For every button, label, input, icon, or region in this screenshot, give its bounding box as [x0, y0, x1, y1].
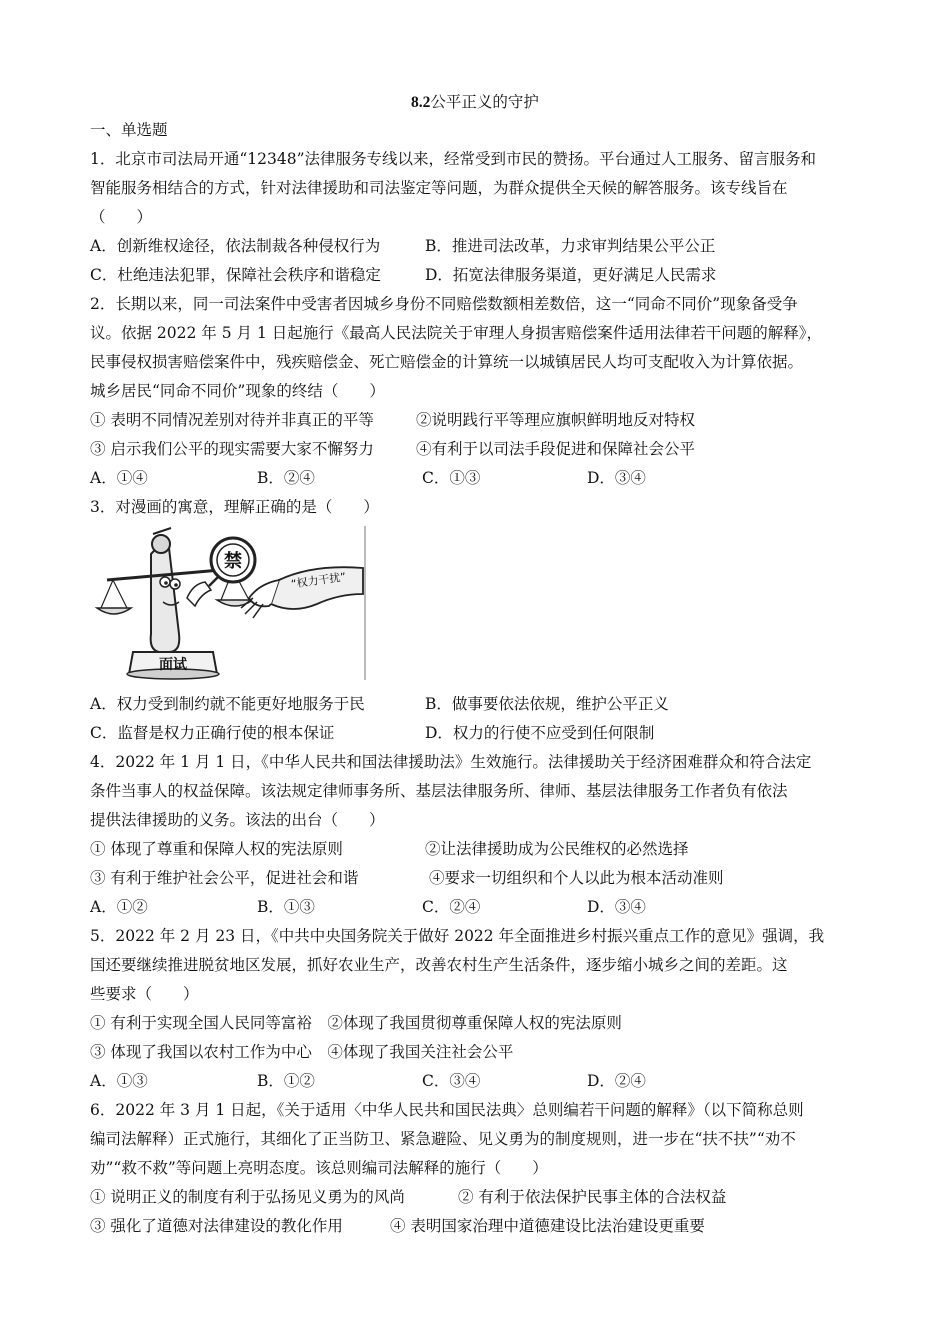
- q5-line-1: 5．2022 年 2 月 23 日，《中共中央国务院关于做好 2022 年全面推进乡村振兴重点工作的意见》强调，我: [90, 927, 825, 945]
- q6-statement-2: ② 有利于依法保护民事主体的合法权益: [458, 1188, 727, 1206]
- q2-option-b: B．②④: [257, 469, 315, 487]
- q1-line-1: 1．北京市司法局开通“12348”法律服务专线以来，经常受到市民的赞扬。平台通过人工服务、留言服务和: [90, 150, 817, 168]
- q2-statement-2: ②说明践行平等理应旗帜鲜明地反对特权: [416, 411, 696, 429]
- q5-statements-1-2: ① 有利于实现全国人民同等富裕 ②体现了我国贯彻尊重保障人权的宪法原则: [90, 1014, 622, 1032]
- q6-statement-3: ③ 强化了道德对法律建设的教化作用: [90, 1217, 343, 1235]
- q2-line-3: 民事侵权损害赔偿案件中，残疾赔偿金、死亡赔偿金的计算统一以城镇居民人均可支配收入为计算依据。: [90, 353, 804, 371]
- q2-line-1: 2．长期以来，同一司法案件中受害者因城乡身份不同赔偿数额相差数倍，这一“同命不同价”现象备受争: [90, 295, 798, 313]
- q6-line-2: 编司法解释）正式施行，其细化了正当防卫、紧急避险、见义勇为的制度规则，进一步在“扶不扶”“劝不: [90, 1130, 796, 1148]
- q5-statements-3-4: ③ 体现了我国以农村工作为中心 ④体现了我国关注社会公平: [90, 1043, 514, 1061]
- q6-line-3: 劝”“救不救”等问题上亮明态度。该总则编司法解释的施行（ ）: [90, 1159, 548, 1177]
- q4-option-a: A．①②: [90, 898, 148, 916]
- cartoon-forbid-sign: 禁: [224, 551, 242, 572]
- q5-option-a: A．①③: [90, 1072, 148, 1090]
- q3-line-1: 3．对漫画的寓意，理解正确的是（ ）: [90, 498, 379, 516]
- title-number: 8.2: [411, 94, 431, 111]
- q3-option-a: A．权力受到制约就不能更好地服务于民: [90, 695, 365, 713]
- q1-line-3: （ ）: [90, 208, 153, 226]
- cartoon-hand-label: “权力干扰”: [290, 570, 347, 591]
- q4-line-2: 条件当事人的权益保障。该法规定律师事务所、基层法律服务所、律师、基层法律服务工作者负有依法: [90, 782, 788, 800]
- q2-statement-4: ④有利于以司法手段促进和保障社会公平: [416, 440, 696, 458]
- page-title: [0, 92, 950, 113]
- q2-option-c: C．①③: [422, 469, 481, 487]
- q2-option-d: D．③④: [587, 469, 646, 487]
- q5-line-3: 些要求（ ）: [90, 985, 199, 1003]
- q4-line-1: 4．2022 年 1 月 1 日，《中华人民共和国法律援助法》生效施行。法律援助关于经济困难群众和符合法定: [90, 753, 812, 771]
- cartoon-base-label: 面试: [159, 657, 187, 673]
- q1-option-d: D．拓宽法律服务渠道，更好满足人民需求: [425, 266, 717, 284]
- q2-statement-3: ③ 启示我们公平的现实需要大家不懈努力: [90, 440, 374, 458]
- q2-line-4: 城乡居民“同命不同价”现象的终结（ ）: [90, 382, 385, 400]
- q6-statement-4: ④ 表明国家治理中道德建设比法治建设更重要: [390, 1217, 705, 1235]
- q4-statement-1: ① 体现了尊重和保障人权的宪法原则: [90, 840, 343, 858]
- q4-statement-2: ②让法律援助成为公民维权的必然选择: [425, 840, 689, 858]
- q5-option-b: B．①②: [257, 1072, 315, 1090]
- q5-option-c: C．③④: [422, 1072, 481, 1090]
- q5-option-d: D．②④: [587, 1072, 646, 1090]
- q2-option-a: A．①④: [90, 469, 148, 487]
- q3-option-c: C．监督是权力正确行使的根本保证: [90, 724, 335, 742]
- q1-line-2: 智能服务相结合的方式，针对法律援助和司法鉴定等问题，为群众提供全天候的解答服务。该专线旨在: [90, 179, 788, 197]
- cartoon-illustration: [93, 524, 368, 682]
- q4-statement-4: ④要求一切组织和个人以此为根本活动准则: [429, 869, 724, 887]
- q2-line-2: 议。依据 2022 年 5 月 1 日起施行《最高人民法院关于审理人身损害赔偿案件适用法律若干问题的解释》，: [90, 324, 822, 342]
- q3-option-d: D．权力的行使不应受到任何限制: [425, 724, 655, 742]
- q6-statement-1: ① 说明正义的制度有利于弘扬见义勇为的风尚: [90, 1188, 405, 1206]
- q4-line-3: 提供法律援助的义务。该法的出台（ ）: [90, 811, 385, 829]
- q3-option-b: B．做事要依法依规，维护公平正义: [425, 695, 669, 713]
- q1-option-b: B．推进司法改革，力求审判结果公平公正: [425, 237, 716, 255]
- q5-line-2: 国还要继续推进脱贫地区发展，抓好农业生产，改善农村生产生活条件，逐步缩小城乡之间的差距。这: [90, 956, 788, 974]
- section-heading: 一、单选题: [90, 121, 168, 139]
- q4-option-b: B．①③: [257, 898, 315, 916]
- q2-statement-1: ① 表明不同情况差别对待并非真正的平等: [90, 411, 374, 429]
- title-text: 公平正义的守护: [430, 93, 539, 111]
- q4-option-d: D．③④: [587, 898, 646, 916]
- q1-option-a: A．创新维权途径，依法制裁各种侵权行为: [90, 237, 381, 255]
- q6-line-1: 6．2022 年 3 月 1 日起，《关于适用〈中华人民共和国民法典〉总则编若干问题的解释》（以下简称总则: [90, 1101, 804, 1119]
- q1-option-c: C．杜绝违法犯罪，保障社会秩序和谐稳定: [90, 266, 381, 284]
- q4-statement-3: ③ 有利于维护社会公平，促进社会和谐: [90, 869, 359, 887]
- q4-option-c: C．②④: [422, 898, 481, 916]
